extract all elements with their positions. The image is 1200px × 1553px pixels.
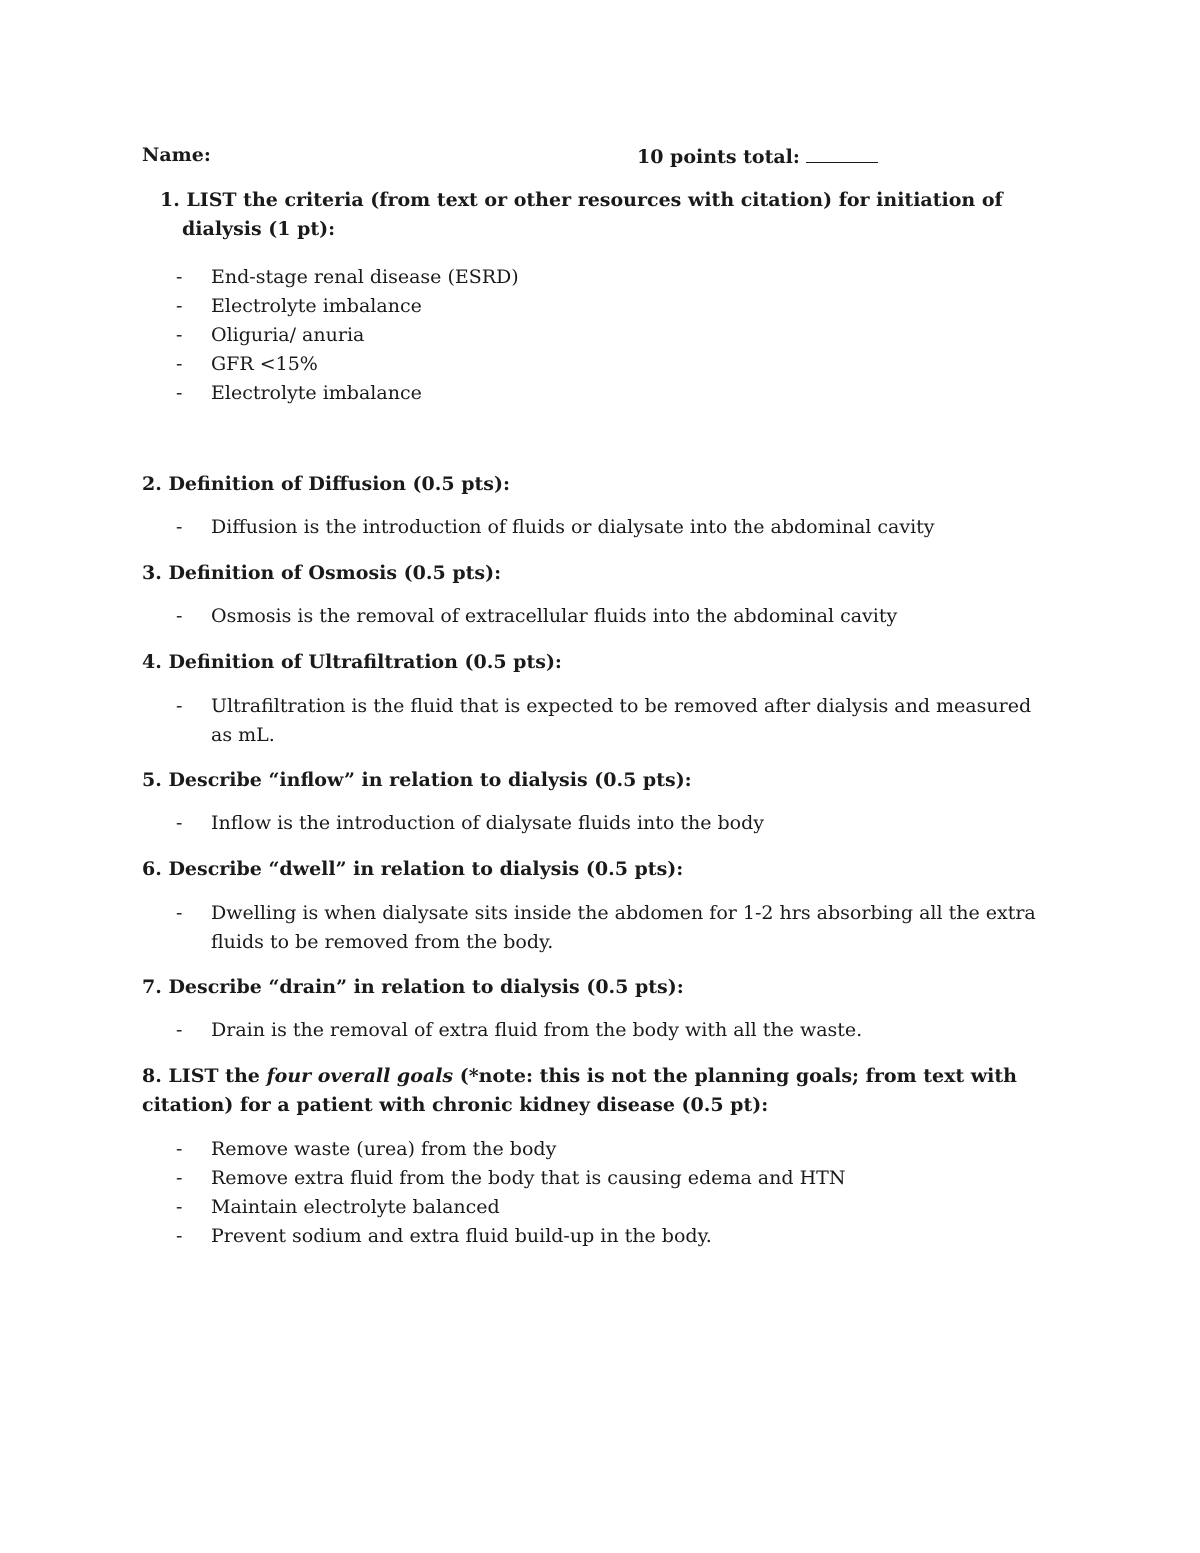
question-4-answers xyxy=(176,692,1046,750)
list-item: - Maintain electrolyte balanced xyxy=(176,1196,500,1218)
question-3-answers xyxy=(176,602,1046,631)
question-1-prompt: 1. LIST the criteria (from text or other resources with citation) for initiation of dialysis (1 pt): xyxy=(160,189,1003,240)
score-blank xyxy=(806,144,878,163)
list-item: - Diffusion is the introduction of fluids or dialysate into the abdominal cavity xyxy=(176,516,935,538)
name-label: Name: xyxy=(142,144,211,166)
answer-text: Inflow is the introduction of dialysate fluids into the body xyxy=(211,812,765,834)
question-6-prompt: 6. Describe “dwell” in relation to dialysis (0.5 pts): xyxy=(142,858,684,880)
prompt-emphasis: four overall goals xyxy=(266,1065,454,1087)
list-item: - Electrolyte imbalance xyxy=(176,295,422,317)
prompt-text: (*note: this is not the planning goals; from text with citation) for a patient with chronic kidney disease (0.5 pt): xyxy=(142,1065,1017,1116)
question-2-answers xyxy=(176,513,1046,542)
list-item: - Oliguria/ anuria xyxy=(176,324,365,346)
answer-text: Prevent sodium and extra fluid build-up in the body. xyxy=(211,1225,712,1247)
list-item: - Drain is the removal of extra fluid from the body with all the waste. xyxy=(176,1019,863,1041)
question-5-answers xyxy=(176,809,1046,838)
question-5-prompt: 5. Describe “inflow” in relation to dialysis (0.5 pts): xyxy=(142,769,692,791)
answer-text: Dwelling is when dialysate sits inside the abdomen for 1-2 hrs absorbing all the extra fluids to be removed from the body. xyxy=(211,902,1036,953)
answer-text: Osmosis is the removal of extracellular fluids into the abdominal cavity xyxy=(211,605,898,627)
question-1-answers xyxy=(176,263,1046,408)
question-4-prompt: 4. Definition of Ultrafiltration (0.5 pts): xyxy=(142,651,562,673)
answer-text: Drain is the removal of extra fluid from the body with all the waste. xyxy=(211,1019,863,1041)
list-item: - Inflow is the introduction of dialysate fluids into the body xyxy=(176,812,765,834)
list-item: - Electrolyte imbalance xyxy=(176,382,422,404)
list-item: - Osmosis is the removal of extracellular fluids into the abdominal cavity xyxy=(176,605,898,627)
list-item: - GFR <15% xyxy=(176,353,318,375)
question-8-prompt xyxy=(142,1062,1062,1120)
answer-text: Maintain electrolyte balanced xyxy=(211,1196,500,1218)
question-7-prompt: 7. Describe “drain” in relation to dialysis (0.5 pts): xyxy=(142,976,684,998)
answer-text: Electrolyte imbalance xyxy=(211,382,422,404)
worksheet-header xyxy=(142,144,1200,172)
list-item: - Remove waste (urea) from the body xyxy=(176,1138,557,1160)
list-item: - End-stage renal disease (ESRD) xyxy=(176,266,519,288)
list-item: - Prevent sodium and extra fluid build-up in the body. xyxy=(176,1225,712,1247)
answer-text: Remove extra fluid from the body that is causing edema and HTN xyxy=(211,1167,846,1189)
question-3-prompt: 3. Definition of Osmosis (0.5 pts): xyxy=(142,562,502,584)
answer-text: Remove waste (urea) from the body xyxy=(211,1138,557,1160)
answer-text: Electrolyte imbalance xyxy=(211,295,422,317)
list-item: - Remove extra fluid from the body that is causing edema and HTN xyxy=(176,1167,846,1189)
question-6-answers xyxy=(176,899,1046,957)
prompt-text: 8. LIST the xyxy=(142,1065,267,1087)
answer-text: End-stage renal disease (ESRD) xyxy=(211,266,519,288)
points-total xyxy=(637,144,878,168)
points-label: 10 points total: xyxy=(637,146,800,168)
answer-text: GFR <15% xyxy=(211,353,318,375)
answer-text: Ultrafiltration is the fluid that is expected to be removed after dialysis and measured as mL. xyxy=(211,695,1032,746)
question-2-prompt: 2. Definition of Diffusion (0.5 pts): xyxy=(142,473,510,495)
answer-text: Oliguria/ anuria xyxy=(211,324,365,346)
question-7-answers xyxy=(176,1016,1046,1045)
list-item: - Ultrafiltration is the fluid that is expected to be removed after dialysis and measured as mL. xyxy=(176,695,1032,746)
answer-text: Diffusion is the introduction of fluids or dialysate into the abdominal cavity xyxy=(211,516,935,538)
list-item: - Dwelling is when dialysate sits inside the abdomen for 1-2 hrs absorbing all the extra fluids to be removed from the body. xyxy=(176,902,1036,953)
question-8-answers xyxy=(176,1135,1046,1251)
